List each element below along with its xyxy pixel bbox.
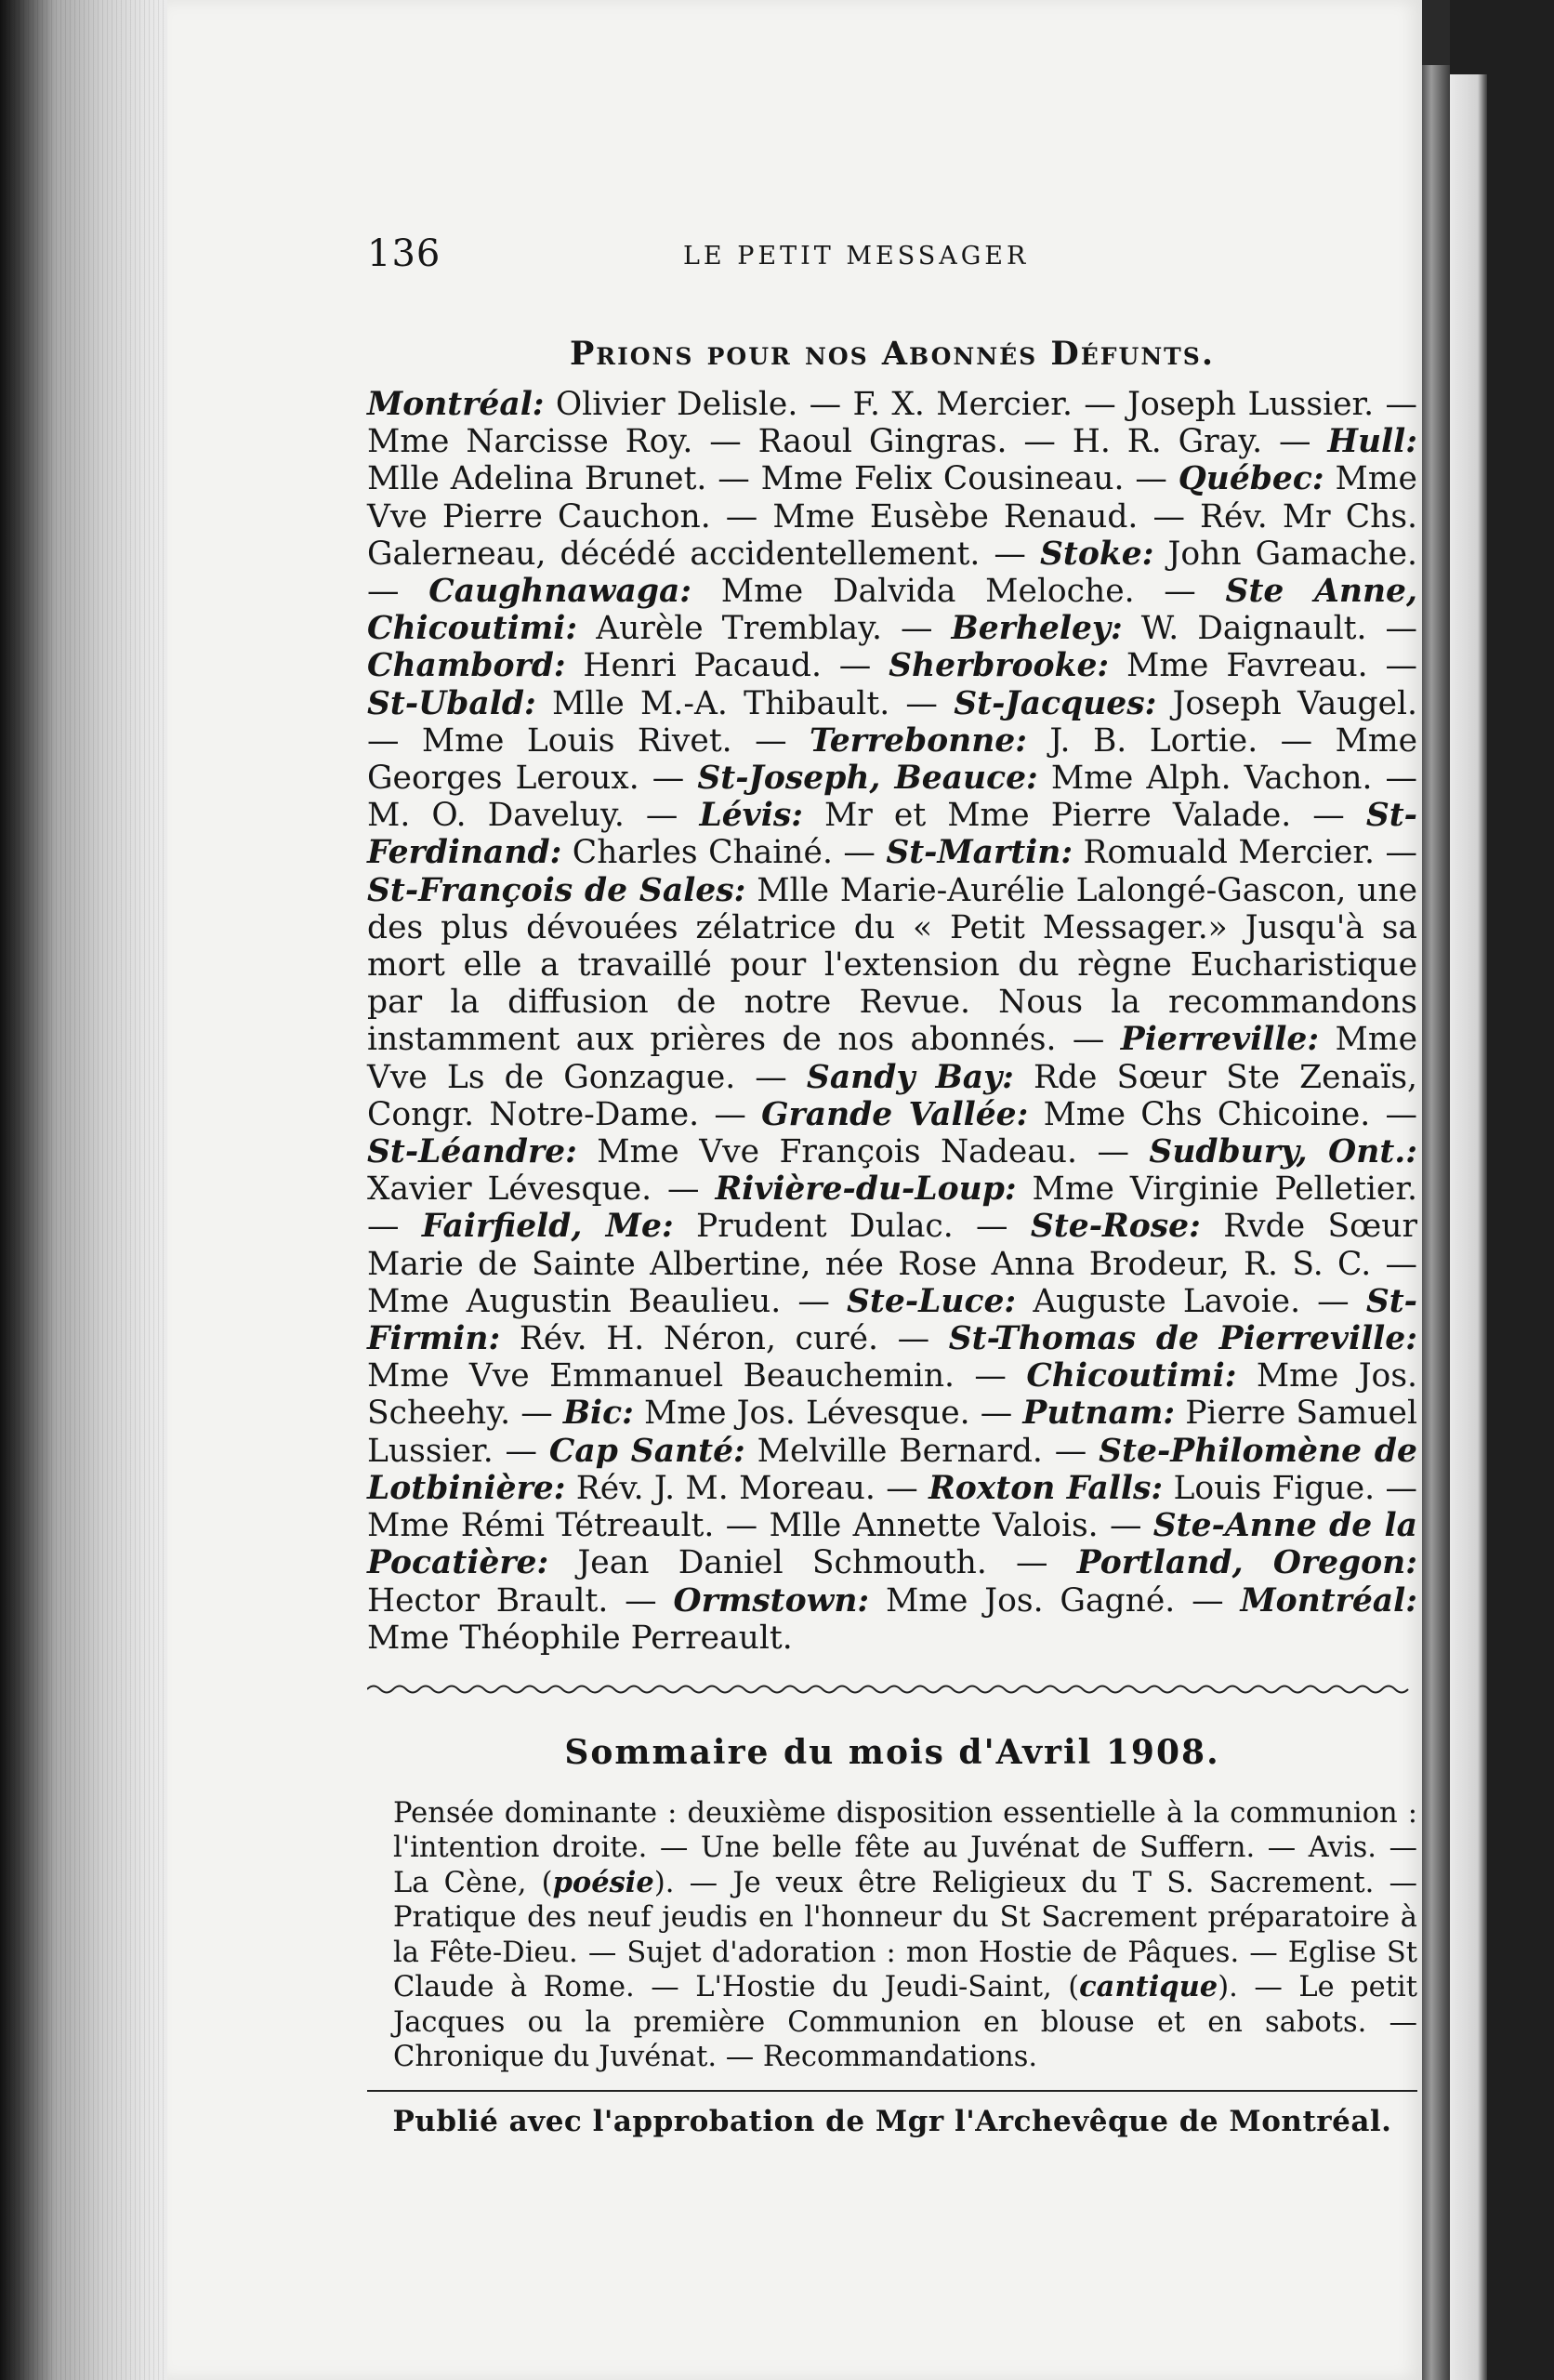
entry-text: Mlle M.-A. Thibault. — [535,684,955,722]
place-name: Ste-Philomène de Lotbinière: [367,1432,1418,1507]
place-name: Putnam: [1022,1395,1176,1433]
entry-text: Henri Pacaud. — [565,647,889,685]
entry-text: Rde Sœur Ste Zenaïs, Congr. Notre-Dame. — [367,1058,1417,1133]
place-name: Pierreville: [1120,1021,1320,1059]
entry-text: Mme Chs Chicoine. — [1028,1095,1417,1133]
place-name: Lévis: [699,797,803,835]
entry-text: Olivier Delisle. — F. X. Mercier. — Joseph Lussier. — Mme Narcisse Roy. — Raoul Gingras. — H. R. Gray. — [367,386,1417,461]
place-name: Terrebonne: [810,721,1027,760]
place-name: Roxton Falls: [928,1469,1164,1507]
entry-text: Louis Figue. — Mme Rémi Tétreault. — Mlle Annette Valois. — [367,1469,1418,1545]
section-title: Prions pour nos Abonnés Défunts. [569,335,1216,373]
place-name: Hull: [1327,423,1417,461]
place-name: Chambord: [367,647,566,685]
place-name: Cap Santé: [548,1432,745,1470]
entry-text: Mme Jos. Scheehy. — [367,1357,1417,1433]
place-name: Stoke: [1039,535,1154,573]
place-name: St-François de Sales: [367,871,746,909]
place-name: Ormstown: [673,1581,870,1620]
entry-text: Rév. H. Néron, curé. — [500,1320,949,1358]
place-name: Montréal: [367,386,545,423]
entry-text: Mme Vve Pierre Cauchon. — Mme Eusèbe Renaud. — Rév. Mr Chs. Galerneau, décédé accidentellement. — [367,460,1417,573]
place-name: St-Jacques: [954,684,1157,722]
background-right [1450,0,1554,2380]
entry-text: Mme Théophile Perreault. [367,1619,793,1657]
summary-text [367,1796,1417,2075]
place-name: St-Ferdinand: [367,797,1417,872]
entry-text: Jean Daniel Schmouth. — [548,1544,1077,1582]
place-name: Sherbrooke: [889,647,1110,685]
entry-text: Mme Dalvida Meloche. — [691,573,1226,611]
summary-part: ). — Le petit Jacques ou la première Communion en blouse et en sabots. — Chronique du Juvénat. — Recommandations. [393,1971,1417,2074]
place-name: Montréal: [1240,1581,1417,1620]
entry-text: Mme Vve François Nadeau. — [576,1133,1150,1171]
place-name: Chicoutimi: [1026,1357,1237,1395]
place-name: St-Ubald: [367,684,536,722]
entry-text: Mme Vve Ls de Gonzague. — [367,1021,1417,1096]
entry-text: Mme Virginie Pelletier. — [367,1170,1417,1246]
entry-text: Rév. J. M. Moreau. — [565,1469,929,1507]
page-content [367,232,1417,2138]
page-header [367,232,1417,298]
entry-text: Mme Jos. Gagné. — [869,1581,1241,1620]
place-name: Québec: [1178,460,1324,498]
obituary-list [367,386,1417,1657]
place-name: Rivière-du-Loup: [715,1170,1017,1209]
summary-title: Sommaire du mois d'Avril 1908. [564,1732,1220,1772]
wavy-divider [367,1683,1417,1696]
place-name: Ste-Luce: [847,1282,1017,1320]
page-number: 136 [367,232,441,275]
entry-text: John Gamache. — [367,535,1417,611]
summary-part: Pensée dominante : deuxième disposition essentielle à la communion : l'intention droite. — Une belle fête au Juvénat de Suffern. — Avis. — La Cène, ( [393,1796,1417,1899]
place-name: Grande Vallée: [761,1095,1029,1133]
book-binding-left [0,0,186,2380]
place-name: Ste-Anne de la Pocatière: [367,1507,1417,1582]
place-name: Portland, Oregon: [1076,1544,1417,1582]
entry-text: Pierre Samuel Lussier. — [367,1395,1417,1470]
entry-text: Mme Jos. Lévesque. — [633,1395,1023,1433]
place-name: Ste-Rose: [1030,1208,1201,1246]
place-name: St-Joseph, Beauce: [697,760,1038,798]
entry-text: W. Daignault. — [1122,610,1417,648]
imprimatur-footer: Publié avec l'approbation de Mgr l'Archevêque de Montréal. [392,2104,1392,2138]
place-name: St-Firmin: [367,1282,1417,1358]
place-name: Sandy Bay: [806,1058,1014,1096]
place-name: Bic: [562,1395,634,1433]
entry-text: Hector Brault. — [367,1581,674,1620]
place-name: St-Thomas de Pierreville: [948,1320,1417,1358]
entry-text: Mr et Mme Pierre Valade. — [803,797,1366,835]
entry-text: Mme Alph. Vachon. — M. O. Daveluy. — [367,760,1417,835]
place-name: St-Léandre: [367,1133,577,1171]
summary-italic: poésie [552,1865,654,1899]
summary-part: ). — Je veux être Religieux du T S. Sacrement. — Pratique des neuf jeudis en l'honneur du St Sacrement préparatoire à la Fête-Dieu. — Sujet d'adoration : mon Hostie de Pâques. — Eglise St Claude à Rome. — L'Hostie du Jeudi-Saint, ( [393,1866,1417,2004]
entry-text: Mme Vve Emmanuel Beauchemin. — [367,1357,1027,1395]
place-name: Caughnawaga: [428,573,692,611]
entry-text: Mme Favreau. — [1109,647,1417,685]
place-name: Ste Anne, Chicoutimi: [367,573,1418,648]
footer-rule [367,2090,1417,2092]
entry-text: Melville Bernard. — [744,1432,1100,1470]
entry-text: Auguste Lavoie. — [1016,1282,1366,1320]
entry-text: Prudent Dulac. — [673,1208,1031,1246]
entry-text: Joseph Vaugel. — Mme Louis Rivet. — [367,684,1418,760]
entry-text: Romuald Mercier. — [1073,834,1417,872]
entry-text: Mlle Adelina Brunet. — Mme Felix Cousineau. — [367,460,1179,498]
entry-text: Charles Chainé. — [561,834,887,872]
running-head: LE PETIT MESSAGER [683,242,1030,271]
entry-text: Xavier Lévesque. — [367,1170,716,1209]
entry-text: Rvde Sœur Marie de Sainte Albertine, née Rose Anna Brodeur, R. S. C. — Mme Augustin Beaulieu. — [367,1208,1417,1320]
entry-text: Mlle Marie-Aurélie Lalongé-Gascon, une des plus dévouées zélatrice du « Petit Messager.» Jusqu'à sa mort elle a travaillé pour l'extension du règne Eucharistique par la diffusion de notre Revue. Nous la recommandons instamment aux prières de nos abonnés. — [367,871,1417,1059]
place-name: Sudbury, Ont.: [1149,1133,1418,1171]
entry-text: Aurèle Tremblay. — [577,610,952,648]
entry-text: J. B. Lortie. — Mme Georges Leroux. — [367,721,1417,798]
page-edge-right [1422,65,1450,2380]
place-name: St-Martin: [886,834,1073,872]
summary-italic: cantique [1079,1970,1218,2004]
place-name: Berheley: [951,610,1123,648]
place-name: Fairfield, Me: [421,1208,674,1246]
